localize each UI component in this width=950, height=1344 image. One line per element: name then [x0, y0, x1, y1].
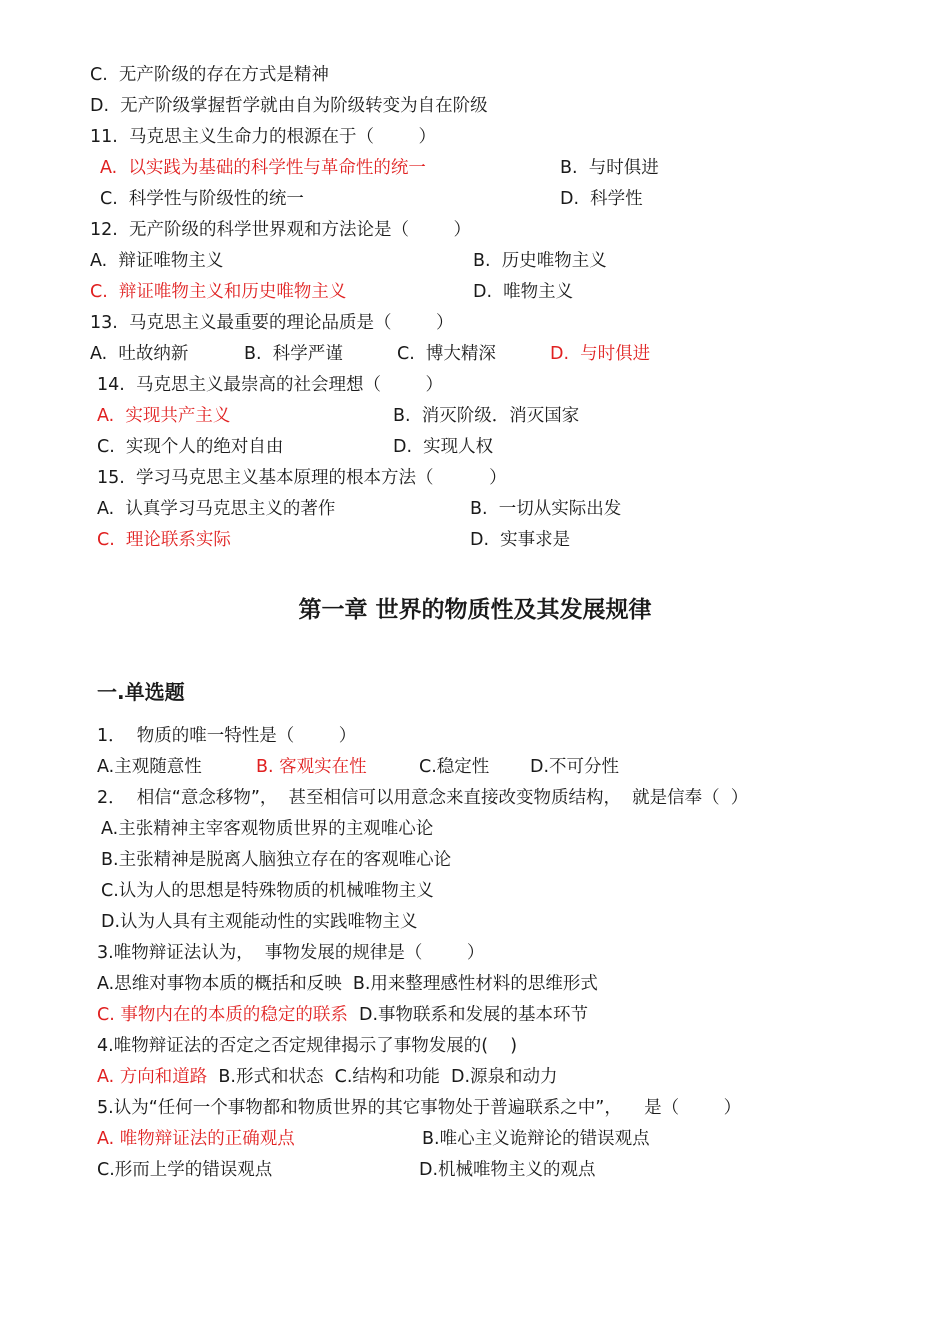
ch1-q1-option-a: A.主观随意性 [97, 757, 202, 777]
q12-option-b: B. 历史唯物主义 [473, 251, 607, 271]
ch1-q1-option-c: C.稳定性 [419, 757, 490, 777]
q13-stem: 13. 马克思主义最重要的理论品质是（ ） [90, 313, 454, 333]
ch1-q1-stem: 1． 物质的唯一特性是（ ） [97, 726, 357, 746]
q11-stem: 11. 马克思主义生命力的根源在于（ ） [90, 127, 436, 147]
q15-option-a: A. 认真学习马克思主义的著作 [97, 499, 336, 519]
q15-option-d: D. 实事求是 [470, 530, 571, 550]
q11-option-b: B. 与时俱进 [560, 158, 659, 178]
q15-option-b: B. 一切从实际出发 [470, 499, 622, 519]
ch1-q4-stem: 4.唯物辩证法的否定之否定规律揭示了事物发展的( ) [97, 1036, 518, 1056]
q12-option-a: A. 辩证唯物主义 [90, 251, 224, 271]
q14-option-c: C. 实现个人的绝对自由 [97, 437, 284, 457]
section-title: 一.单选题 [97, 680, 185, 704]
ch1-q3-stem: 3.唯物辩证法认为， 事物发展的规律是（ ） [97, 943, 485, 963]
ch1-q3-options-ab: A.思维对事物本质的概括和反映 B.用来整理感性材料的思维形式 [97, 974, 598, 994]
ch1-q4-option-a: A. 方向和道路 [97, 1067, 208, 1087]
chapter-title: 第一章 世界的物质性及其发展规律 [298, 597, 652, 623]
ch1-q5-option-c: C.形而上学的错误观点 [97, 1160, 273, 1180]
q12-option-c: C. 辩证唯物主义和历史唯物主义 [90, 282, 347, 302]
q11-option-c: C. 科学性与阶级性的统一 [100, 189, 304, 209]
q13-option-a: A. 吐故纳新 [90, 344, 189, 364]
q15-stem: 15. 学习马克思主义基本原理的根本方法（ ） [97, 468, 507, 488]
ch1-q5-option-d: D.机械唯物主义的观点 [419, 1160, 596, 1180]
ch1-q1-option-b: B. 客观实在性 [256, 757, 367, 777]
ch1-q2-option-c: C.认为人的思想是特殊物质的机械唯物主义 [101, 881, 434, 901]
q10-option-c: C. 无产阶级的存在方式是精神 [90, 65, 329, 85]
ch1-q3-option-c: C. 事物内在的本质的稳定的联系 [97, 1005, 348, 1025]
ch1-q5-option-b: B.唯心主义诡辩论的错误观点 [422, 1129, 650, 1149]
q10-option-d: D. 无产阶级掌握哲学就由自为阶级转变为自在阶级 [90, 96, 488, 116]
q13-option-c: C. 博大精深 [397, 344, 496, 364]
q14-option-b: B. 消灭阶级．消灭国家 [393, 406, 580, 426]
q12-stem: 12. 无产阶级的科学世界观和方法论是（ ） [90, 220, 471, 240]
q15-option-c: C. 理论联系实际 [97, 530, 231, 550]
ch1-q1-option-d: D.不可分性 [530, 757, 620, 777]
ch1-q3-options-cd [97, 1003, 588, 1027]
q13-option-b: B. 科学严谨 [244, 344, 343, 364]
q11-option-a: A. 以实践为基础的科学性与革命性的统一 [100, 158, 426, 178]
q14-stem: 14. 马克思主义最崇高的社会理想（ ） [97, 375, 443, 395]
ch1-q5-option-a: A. 唯物辩证法的正确观点 [97, 1129, 295, 1149]
ch1-q2-option-d: D.认为人具有主观能动性的实践唯物主义 [101, 912, 418, 932]
ch1-q2-option-b: B.主张精神是脱离人脑独立存在的客观唯心论 [101, 850, 452, 870]
ch1-q5-stem: 5.认为“任何一个事物都和物质世界的其它事物处于普遍联系之中”， 是（ ） [97, 1098, 742, 1118]
q11-option-d: D. 科学性 [560, 189, 643, 209]
ch1-q4-options-bcd: B.形式和状态 C.结构和功能 D.源泉和动力 [207, 1067, 558, 1087]
ch1-q2-stem: 2． 相信“意念移物”， 甚至相信可以用意念来直接改变物质结构， 就是信奉（ ） [97, 788, 749, 808]
q14-option-d: D. 实现人权 [393, 437, 494, 457]
q13-option-d: D. 与时俱进 [550, 344, 651, 364]
ch1-q3-option-d: D.事物联系和发展的基本环节 [347, 1005, 589, 1025]
q12-option-d: D. 唯物主义 [473, 282, 574, 302]
ch1-q2-option-a: A.主张精神主宰客观物质世界的主观唯心论 [101, 819, 434, 839]
ch1-q4-options [97, 1065, 558, 1089]
q14-option-a: A. 实现共产主义 [97, 406, 231, 426]
